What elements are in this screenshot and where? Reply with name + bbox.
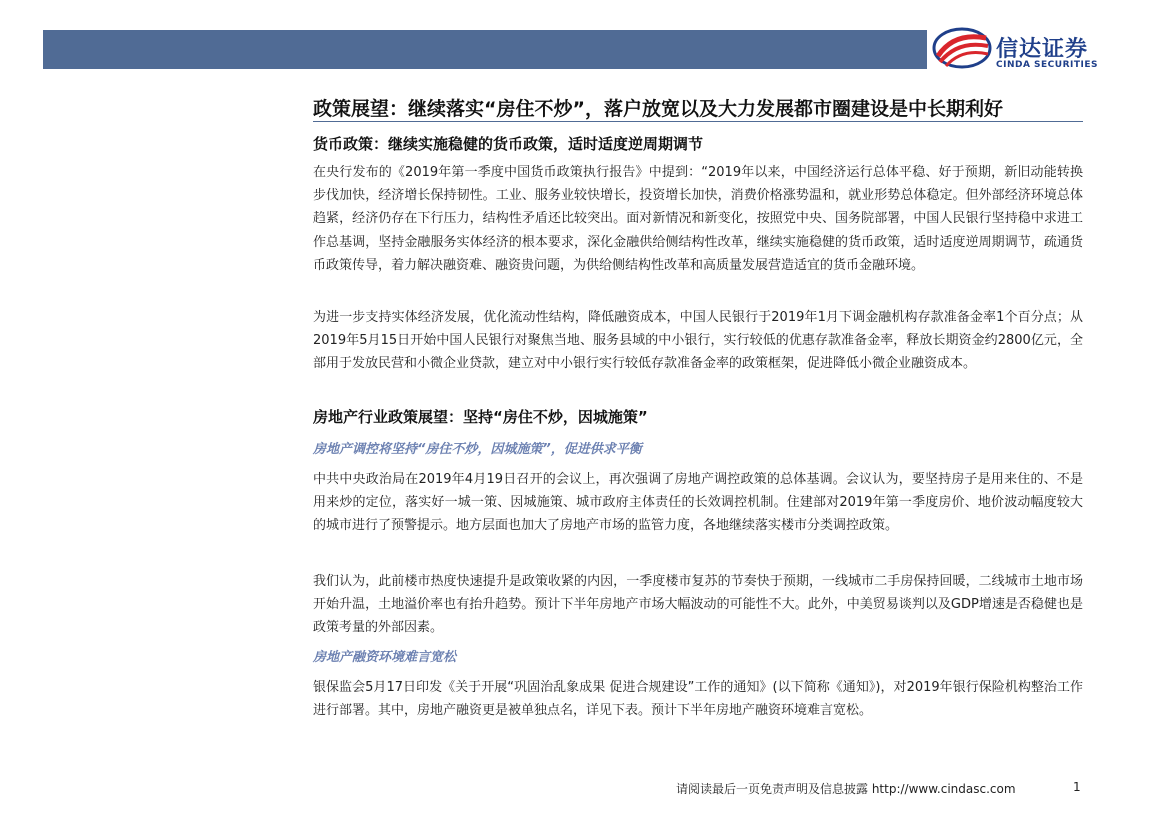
- logo-name-cn: 信达证券: [996, 37, 1089, 62]
- footer-disclaimer: 请阅读最后一页免责声明及信息披露 http://www.cindasc.com: [676, 782, 1016, 796]
- cinda-logo-icon: [932, 26, 992, 70]
- section-heading-real-estate-policy: 房地产行业政策展望：坚持“房住不炒，因城施策”: [313, 408, 648, 426]
- section-heading-monetary-policy: 货币政策：继续实施稳健的货币政策，适时适度逆周期调节: [313, 135, 704, 153]
- subheading-regulation: 房地产调控将坚持“房住不炒，因城施策”，促进供求平衡: [313, 442, 642, 457]
- title-divider: [313, 121, 1083, 122]
- paragraph: 在央行发布的《2019年第一季度中国货币政策执行报告》中提到：“2019年以来，中国经济运行总体平稳、好于预期，新旧动能转换步伐加快，经济增长保持韧性。工业、服务业较快增长，投资增长加快，消费价格涨势温和，就业形势总体稳定。但外部经济环境总体趋紧，经济仍存在下行压力，结构性矛盾还比较突出。面对新情况和新变化，按照党中央、国务院部署，中国人民银行坚持稳中求进工作总基调，坚持金融服务实体经济的根本要求，深化金融供给侧结构性改革，继续实施稳健的货币政策，适时适度逆周期调节，疏通货币政策传导，着力解决融资难、融资贵问题，为供给侧结构性改革和高质量发展营造适宜的货币金融环境。: [313, 165, 1083, 273]
- page-number: 1: [1073, 780, 1081, 794]
- logo-name-en: CINDA SECURITIES: [996, 60, 1098, 70]
- subheading-financing: 房地产融资环境难言宽松: [313, 650, 457, 665]
- paragraph: 我们认为，此前楼市热度快速提升是政策收紧的内因，一季度楼市复苏的节奏快于预期，一线城市二手房保持回暖，二线城市土地市场开始升温，土地溢价率也有抬升趋势。预计下半年房地产市场大幅波动的可能性不大。此外，中美贸易谈判以及GDP增速是否稳健也是政策考量的外部因素。: [313, 574, 1083, 636]
- paragraph: 银保监会5月17日印发《关于开展“巩固治乱象成果 促进合规建设”工作的通知》(以下简称《通知》)，对2019年银行保险机构整治工作进行部署。其中，房地产融资更是被单独点名，详见下表。预计下半年房地产融资环境难言宽松。: [313, 680, 1083, 719]
- cinda-logo: [932, 24, 1132, 74]
- header-bar: [43, 30, 927, 69]
- paragraph: 为进一步支持实体经济发展，优化流动性结构，降低融资成本，中国人民银行于2019年1月下调金融机构存款准备金率1个百分点；从2019年5月15日开始中国人民银行对聚焦当地、服务县域的中小银行，实行较低的优惠存款准备金率，释放长期资金约2800亿元，全部用于发放民营和小微企业贷款，建立对中小银行实行较低存款准备金率的政策框架，促进降低小微企业融资成本。: [313, 310, 1083, 372]
- paragraph: 中共中央政治局在2019年4月19日召开的会议上，再次强调了房地产调控政策的总体基调。会议认为，要坚持房子是用来住的、不是用来炒的定位，落实好一城一策、因城施策、城市政府主体责任的长效调控机制。住建部对2019年第一季度房价、地价波动幅度较大的城市进行了预警提示。地方层面也加大了房地产市场的监管力度，各地继续落实楼市分类调控政策。: [313, 472, 1083, 534]
- page-title: 政策展望：继续落实“房住不炒”，落户放宽以及大力发展都市圈建设是中长期利好: [313, 98, 1003, 120]
